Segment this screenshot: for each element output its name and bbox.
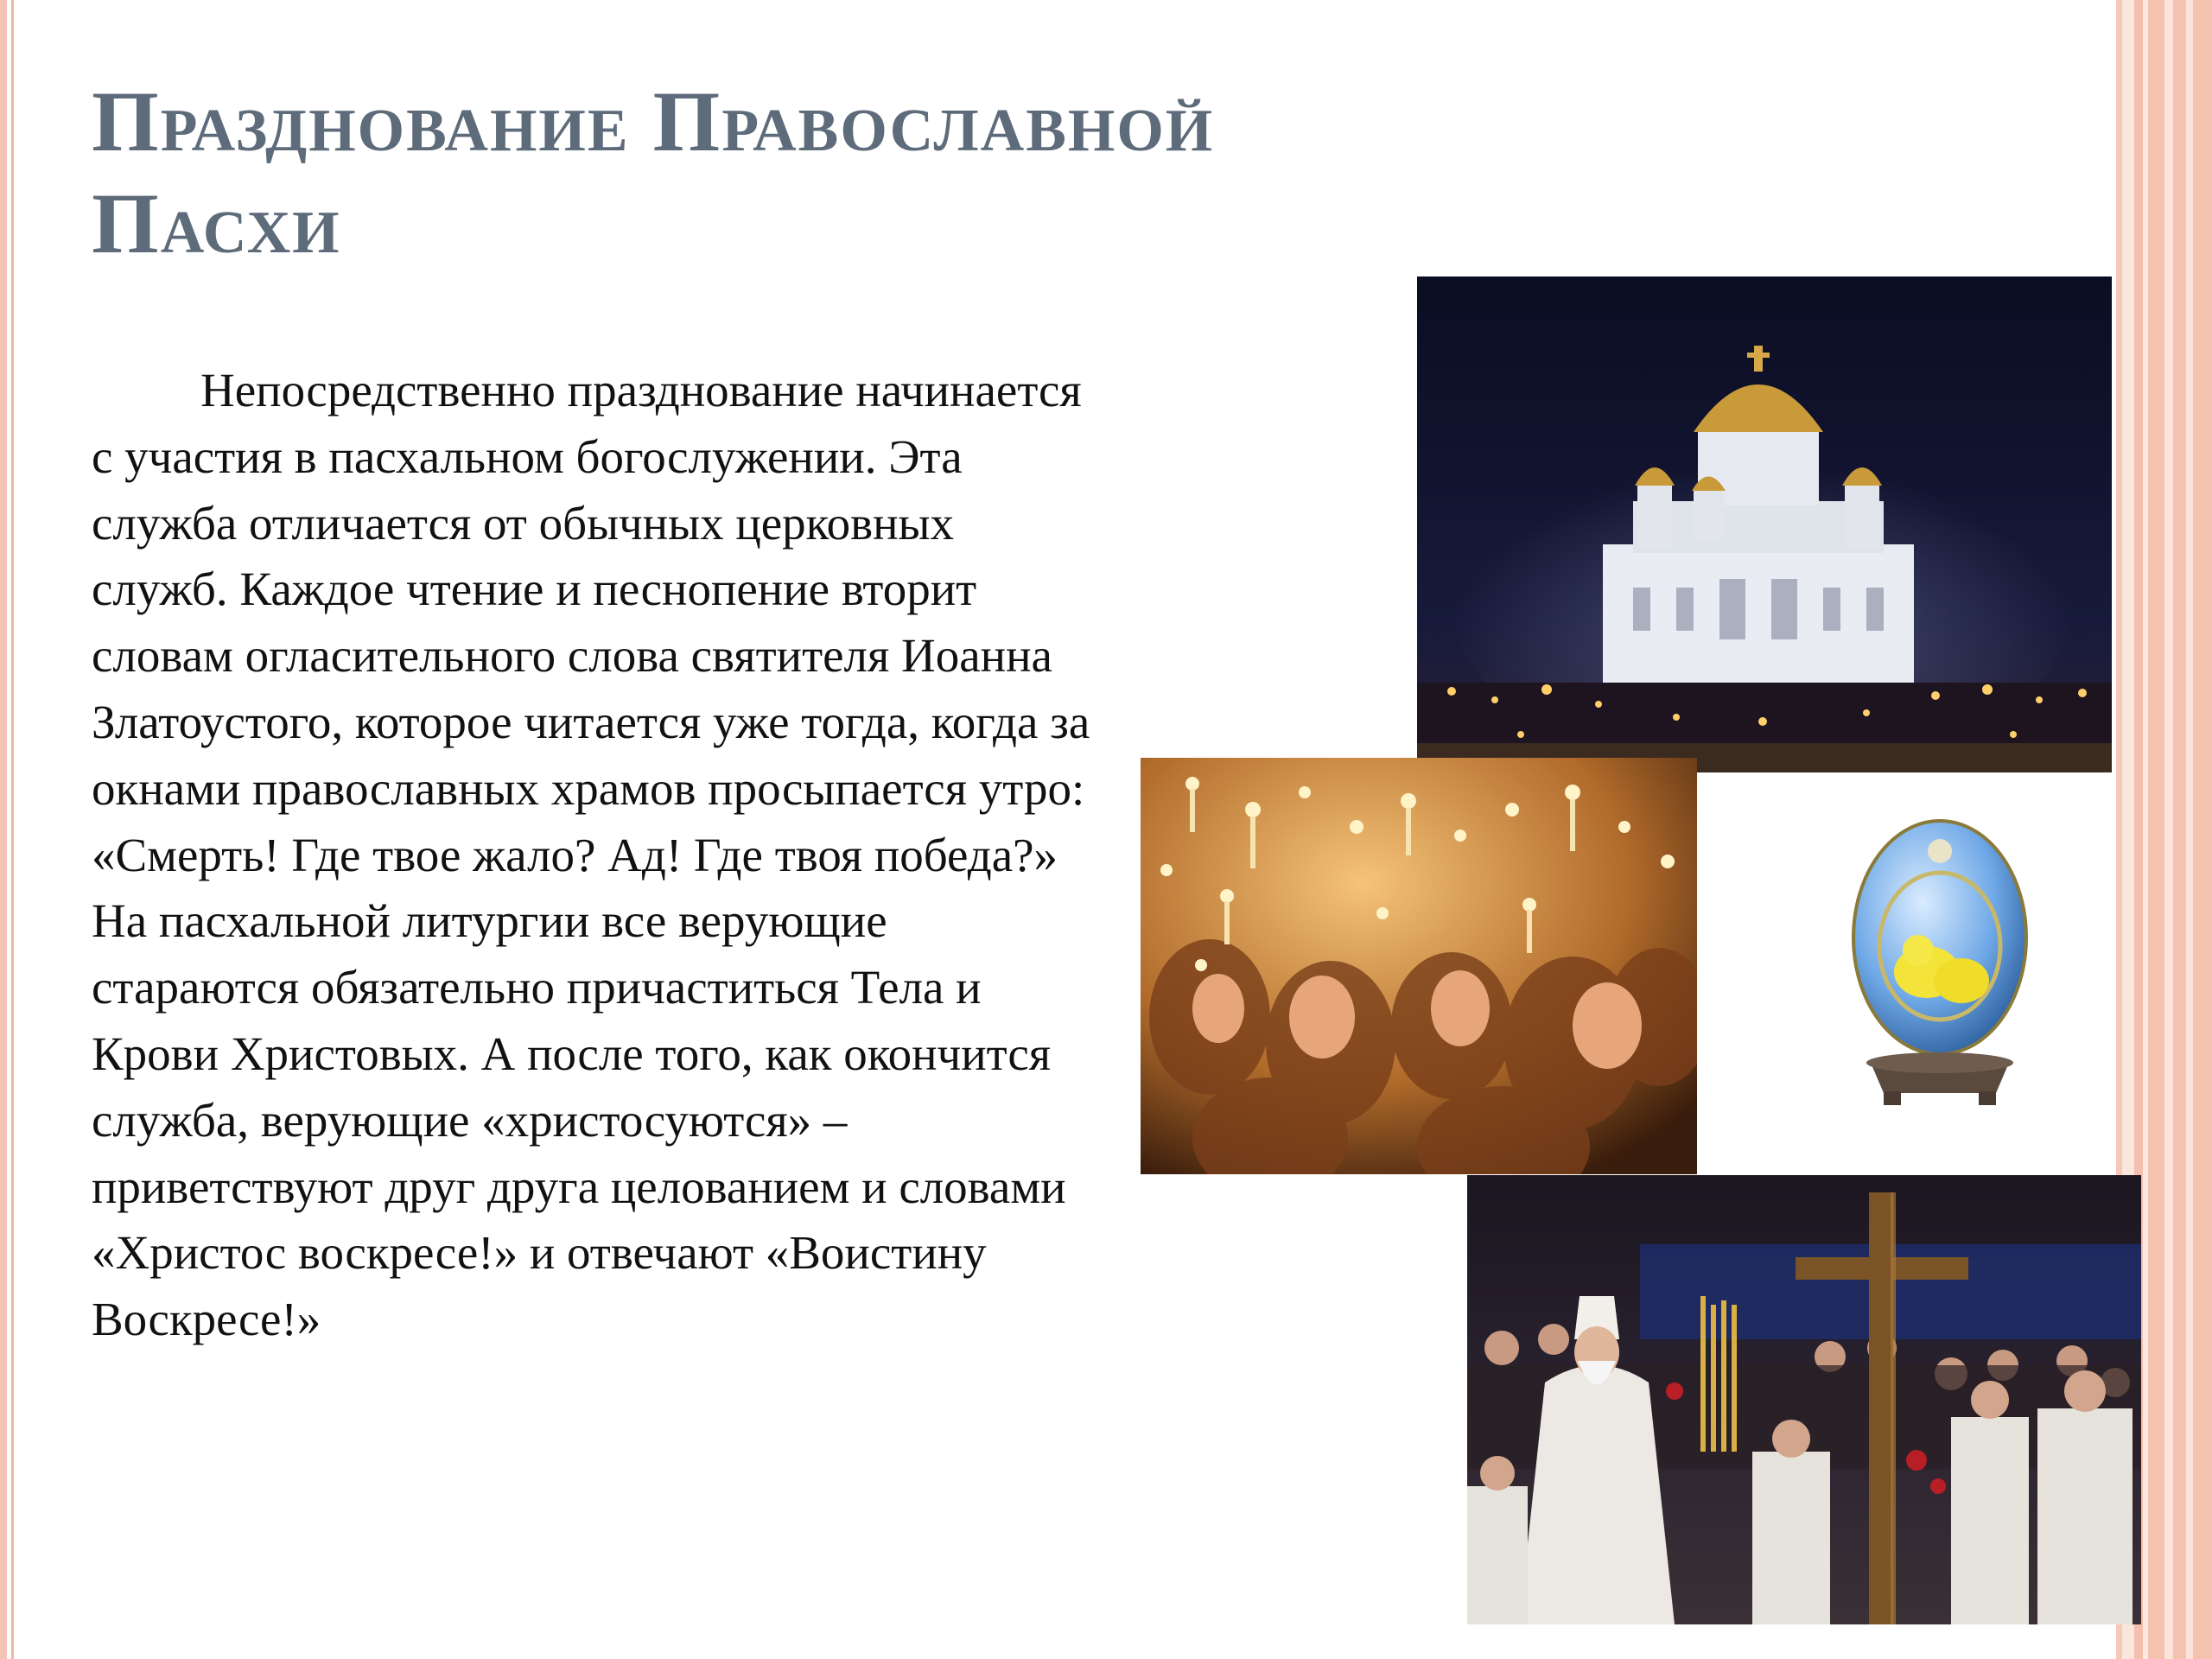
cathedral-photo xyxy=(1417,276,2112,772)
frame-stripe-right xyxy=(2164,0,2173,1659)
frame-stripe-left xyxy=(0,0,7,1659)
easter-egg-photo xyxy=(1836,804,2044,1115)
frame-stripe-right xyxy=(2186,0,2193,1659)
candles-crowd-photo xyxy=(1141,758,1697,1174)
frame-stripe-right xyxy=(2148,0,2212,1659)
slide-body-text: Непосредственно празднование начинается с участия в пасхальном богослужении. Эта служба отличается от обычных церковных служб. Каждое чтение и песнопение вторит словам огласительного слова святителя Иоанна Златоустого, которое читается уже тогда, когда за окнами православных храмов просыпается утро: «Смерть! Где твое жало? Ад! Где твоя победа?» На пасхальной литургии все верующие стараются обязательно причаститься Тела и Крови Христовых. А после того, как окончится служба, верующие «христосуются» – приветствуют друг друга целованием и словами «Христос воскресе!» и отвечают «Воистину Воскресе!» xyxy=(92,364,1090,1346)
patriarch-service-photo xyxy=(1467,1175,2141,1624)
frame-stripe-left-inner xyxy=(11,0,14,1659)
slide-title: Празднование Православной Пасхи xyxy=(92,73,1215,271)
